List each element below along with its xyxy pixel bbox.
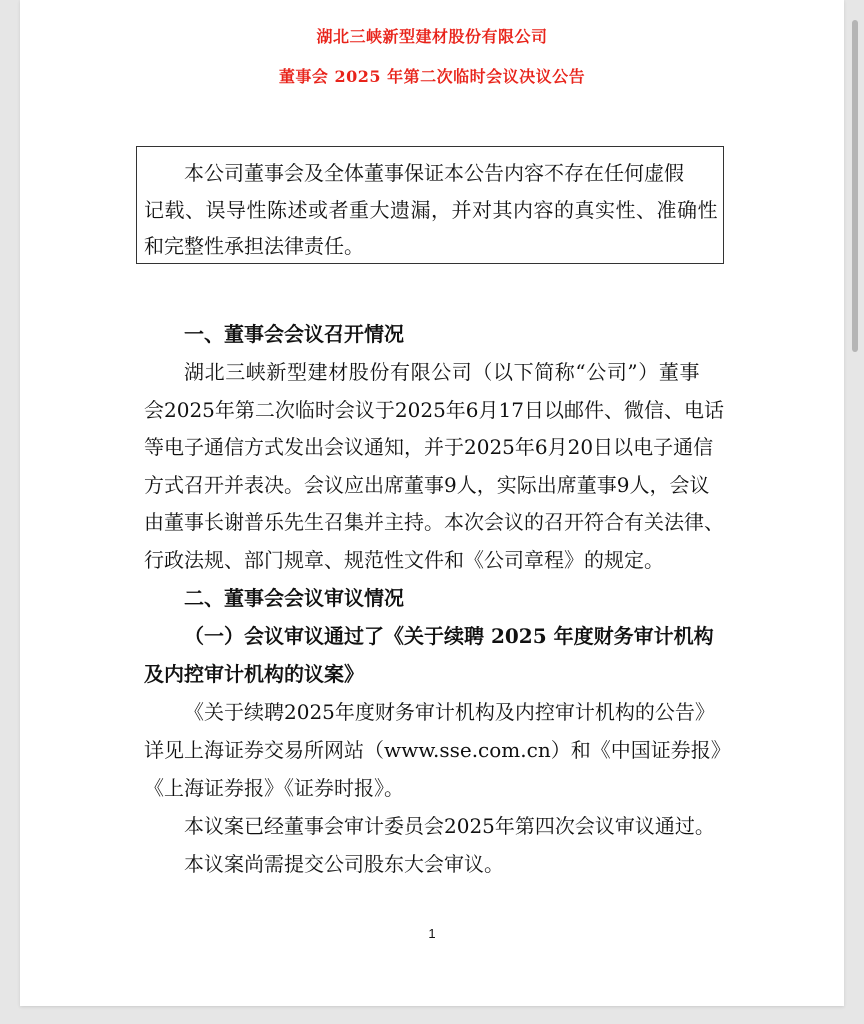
item-1-body-line-1: 《关于续聘2025年度财务审计机构及内控审计机构的公告》: [184, 700, 715, 724]
page-number: 1: [428, 926, 436, 941]
item-1-body-line-4: 本议案已经董事会审计委员会2025年第四次会议审议通过。: [184, 814, 715, 838]
section-2-heading: 二、董事会会议审议情况: [184, 586, 404, 610]
disclaimer-line-1: 本公司董事会及全体董事保证本公告内容不存在任何虚假: [184, 161, 684, 185]
section-1-line-6: 行政法规、部门规章、规范性文件和《公司章程》的规定。: [144, 548, 664, 572]
item-1-title-line-2: 及内控审计机构的议案》: [144, 662, 364, 686]
section-1-line-5: 由董事长谢普乐先生召集并主持。本次会议的召开符合有关法律、: [144, 510, 724, 534]
section-1-heading: 一、董事会会议召开情况: [184, 322, 404, 346]
company-name-title: 湖北三峡新型建材股份有限公司: [316, 27, 548, 46]
item-1-body-line-3: 《上海证券报》《证券时报》。: [144, 776, 404, 800]
announcement-title: 董事会 2025 年第二次临时会议决议公告: [278, 67, 586, 86]
disclaimer-line-2: 记载、误导性陈述或者重大遗漏，并对其内容的真实性、准确性: [144, 198, 718, 222]
disclaimer-line-3: 和完整性承担法律责任。: [144, 234, 364, 258]
section-1-line-4: 方式召开并表决。会议应出席董事9人，实际出席董事9人，会议: [144, 473, 710, 497]
item-1-body-line-2: 详见上海证券交易所网站（www.sse.com.cn）和《中国证券报》: [144, 738, 731, 762]
item-1-title-line-1: （一）会议审议通过了《关于续聘 2025 年度财务审计机构: [184, 624, 714, 648]
document-page: [20, 0, 844, 1006]
section-1-line-3: 等电子通信方式发出会议通知，并于2025年6月20日以电子通信: [144, 435, 714, 459]
section-1-line-2: 会2025年第二次临时会议于2025年6月17日以邮件、微信、电话: [144, 398, 724, 422]
vertical-scrollbar[interactable]: [852, 20, 858, 352]
section-1-line-1: 湖北三峡新型建材股份有限公司（以下简称“公司”）董事: [184, 360, 701, 384]
item-1-body-line-5: 本议案尚需提交公司股东大会审议。: [184, 852, 504, 876]
